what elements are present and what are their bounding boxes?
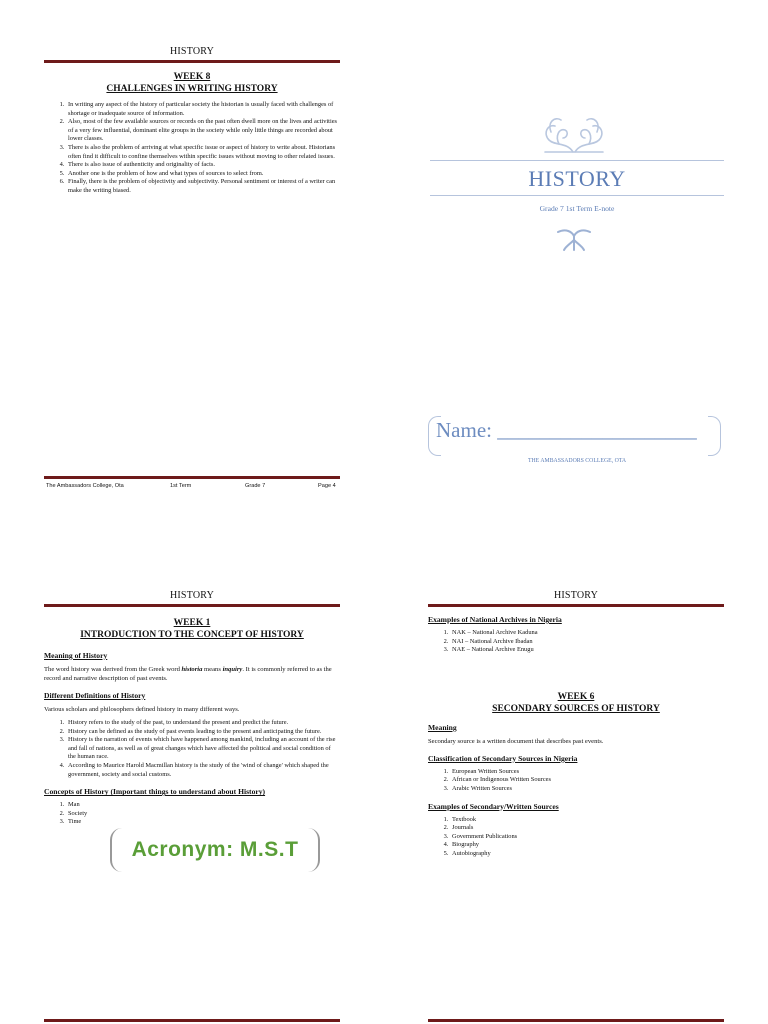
list-item: 2. History can be defined as the study of past events leading to the present and anticipating the future. [66, 728, 340, 737]
footer-school: The Ambassadors College, Ota [46, 483, 124, 489]
week-label: WEEK 6 [557, 691, 595, 702]
list-item: 1. History refers to the study of the past, to understand the present and predict the future. [66, 719, 340, 728]
week-title: CHALLENGES IN WRITING HISTORY [106, 84, 278, 94]
list-item: 3. There is also the problem of arriving at what specific issue or aspect of history to write about. Historians often find it difficult to confine themselves within specific issues without moving to other related issues. [66, 144, 340, 161]
list-item: 3. Government Publications [450, 833, 724, 842]
list-item: 5. Another one is the problem of how and what types of sources to select from. [66, 170, 340, 179]
week-title: SECONDARY SOURCES OF HISTORY [492, 703, 660, 714]
list-item: 2. African or Indigenous Written Sources [450, 776, 724, 785]
cover-title: HISTORY [528, 166, 626, 191]
page-header: HISTORY [553, 590, 598, 601]
page-week6 [428, 590, 724, 859]
page-header: HISTORY [169, 590, 214, 601]
list-item: 2. Society [66, 810, 340, 819]
page-week1 [44, 590, 340, 827]
section-heading: Examples of National Archives in Nigeria [428, 615, 562, 624]
name-bracket-right [708, 416, 721, 456]
week-label: WEEK 1 [173, 618, 211, 628]
week-label: WEEK 8 [173, 72, 211, 82]
section-heading: Examples of Secondary/Written Sources [428, 801, 559, 811]
section-heading: Different Definitions of History [44, 691, 146, 700]
list-item: 6. Finally, there is the problem of objectivity and subjectivity. Personal sentiment or interest of a writer can make the writing biased. [66, 178, 340, 195]
list-item: 2. Also, most of the few available sources or records on the past often dwell more on the lives and activities of a very few influential, dominant elite groups in the society while only little things are recorded about lower classes. [66, 118, 340, 144]
cover-rule-bottom [430, 195, 724, 196]
defs-intro: Various scholars and philosophers defined history in many different ways. [44, 706, 240, 713]
section-heading: Classification of Secondary Sources in Nigeria [428, 753, 578, 763]
concepts-list [44, 801, 340, 827]
list-item: 1. Textbook [450, 816, 724, 825]
meaning-paragraph: The word history was derived from the Greek word historia means inquiry. It is commonly referred to as the record and narrative description of past events. [44, 666, 332, 682]
list-item: 4. According to Maurice Harold Macmillan history is the study of the 'wind of change' which shaped the government, society and social customs. [66, 762, 340, 779]
section-heading: Meaning of History [44, 651, 108, 660]
ornament-bottom-icon [554, 226, 594, 254]
list-item: 3. History is the narration of events which have happened among mankind, including an account of the rise and fall of nations, as well as of great changes which have affected the political and social condition of the human race. [66, 736, 340, 762]
list-item: 3. NAE – National Archive Enugu [450, 646, 724, 655]
list-item: 1. European Written Sources [450, 768, 724, 777]
section-heading: Meaning [428, 722, 457, 732]
cover-subtitle: Grade 7 1st Term E-note [539, 204, 615, 213]
cover-school: THE AMBASSADORS COLLEGE, OTA [527, 458, 627, 464]
archives-list [428, 629, 724, 655]
list-item: 1. Man [66, 801, 340, 810]
examples-list [428, 816, 724, 859]
footer-term: 1st Term [170, 483, 192, 489]
list-item: 2. Journals [450, 824, 724, 833]
list-item: 2. NAI – National Archive Ibadan [450, 638, 724, 647]
list-item: 3. Time [66, 818, 340, 827]
list-item: 4. There is also issue of authenticity and originality of facts. [66, 161, 340, 170]
page-week8 [44, 46, 340, 196]
list-item: 5. Autobiography [450, 850, 724, 859]
meaning-paragraph: Secondary source is a written document that describes past events. [428, 737, 604, 745]
footer-rule [44, 476, 340, 479]
list-item: 1. In writing any aspect of the history of particular society the historian is usually faced with challenges of shortage or inadequate source of information. [66, 101, 340, 118]
footer-page: Page 4 [318, 483, 336, 489]
list-item: 1. NAK – National Archive Kaduna [450, 629, 724, 638]
list-item: 4. Biography [450, 841, 724, 850]
cover-rule-top [430, 160, 724, 161]
section-heading: Concepts of History (Important things to understand about History) [44, 787, 266, 797]
name-field-label: Name: ___________________ [436, 418, 697, 442]
list-item: 3. Arabic Written Sources [450, 785, 724, 794]
footer-rule [44, 1019, 340, 1022]
page-header: HISTORY [169, 46, 214, 57]
acronym-callout: Acronym: M.S.T [110, 828, 320, 872]
footer-grade: Grade 7 [245, 483, 266, 489]
week-title: INTRODUCTION TO THE CONCEPT OF HISTORY [80, 630, 304, 640]
footer-rule [428, 1019, 724, 1022]
challenges-list [44, 101, 340, 196]
ornament-top-icon [537, 112, 611, 156]
definitions-list [44, 719, 340, 779]
classification-list [428, 768, 724, 794]
header-rule [428, 604, 724, 607]
